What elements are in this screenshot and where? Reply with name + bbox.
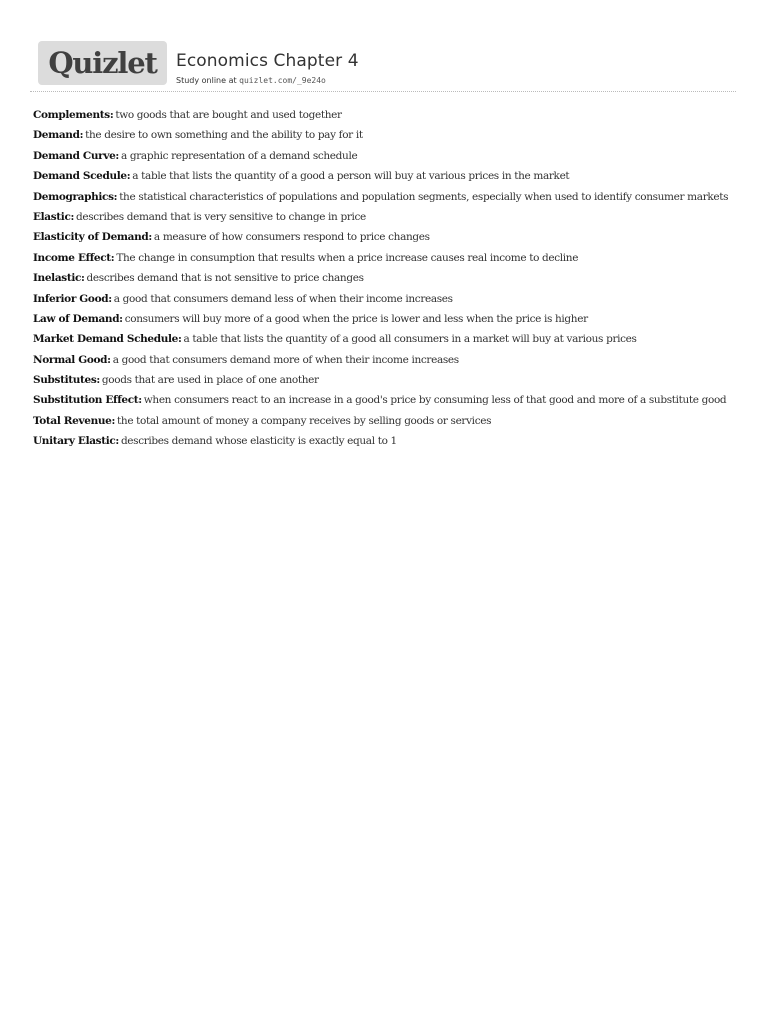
term-definition: a table that lists the quantity of a good all consumers in a market will buy at various prices [183, 333, 637, 346]
term-row [33, 166, 733, 186]
quizlet-logo: Quizlet [38, 41, 167, 85]
term-definition: when consumers react to an increase in a good's price by consuming less of that good and more of a substitute good [143, 394, 727, 407]
term-name: Demand Scedule: [33, 170, 131, 183]
term-name: Demand: [33, 129, 84, 142]
term-name: Normal Good: [33, 353, 111, 366]
term-row [33, 390, 733, 410]
term-row [33, 146, 733, 166]
term-name: Unitary Elastic: [33, 435, 119, 448]
term-name: Law of Demand: [33, 312, 123, 325]
term-name: Market Demand Schedule: [33, 333, 182, 346]
term-definition: describes demand that is very sensitive to change in price [76, 210, 366, 223]
term-name: Complements: [33, 109, 114, 121]
term-definition: a table that lists the quantity of a good a person will buy at various prices in the market [132, 170, 570, 183]
page-title: Economics Chapter 4 [176, 51, 359, 71]
term-row [33, 411, 733, 431]
term-row [33, 227, 733, 247]
term-row [33, 207, 733, 227]
term-row [33, 309, 733, 329]
term-name: Elastic: [33, 210, 75, 223]
term-row [33, 268, 733, 288]
term-row [33, 350, 733, 370]
term-name: Inferior Good: [33, 292, 112, 305]
term-name: Substitution Effect: [33, 394, 142, 407]
term-name: Elasticity of Demand: [33, 231, 152, 244]
term-name: Total Revenue: [33, 414, 116, 427]
term-name: Substitutes: [33, 374, 100, 387]
term-row [33, 289, 733, 309]
term-definition: a measure of how consumers respond to price changes [153, 231, 430, 244]
term-definition: describes demand that is not sensitive to price changes [86, 272, 364, 285]
term-definition: goods that are used in place of one another [101, 374, 319, 387]
term-definition: the statistical characteristics of populations and population segments, especially when used to identify consumer markets [119, 190, 729, 203]
term-definition: The change in consumption that results when a price increase causes real income to decline [116, 251, 579, 264]
term-row [33, 105, 733, 125]
term-definition: describes demand whose elasticity is exactly equal to 1 [120, 435, 397, 448]
study-online-line [176, 76, 326, 85]
study-url-link[interactable]: quizlet.com/_9e24o [239, 76, 326, 85]
header-divider [30, 91, 736, 92]
study-online-prefix: Study online at [176, 76, 237, 85]
term-name: Demographics: [33, 190, 118, 203]
term-row [33, 370, 733, 390]
term-row [33, 248, 733, 268]
term-definition: the total amount of money a company receives by selling goods or services [117, 414, 492, 427]
term-name: Demand Curve: [33, 149, 119, 162]
term-name: Inelastic: [33, 272, 85, 285]
term-row [33, 125, 733, 145]
term-definition: the desire to own something and the ability to pay for it [85, 129, 363, 142]
term-name: Income Effect: [33, 251, 115, 264]
document-header [38, 41, 736, 93]
term-row [33, 329, 733, 349]
term-definition: a good that consumers demand more of when their income increases [112, 353, 459, 366]
term-definition: a graphic representation of a demand schedule [120, 149, 358, 162]
term-definition: two goods that are bought and used together [115, 109, 342, 121]
term-row [33, 187, 733, 207]
term-definition: a good that consumers demand less of when their income increases [113, 292, 453, 305]
term-definition: consumers will buy more of a good when the price is lower and less when the price is higher [124, 312, 588, 325]
term-list [33, 105, 733, 452]
term-row [33, 431, 733, 451]
